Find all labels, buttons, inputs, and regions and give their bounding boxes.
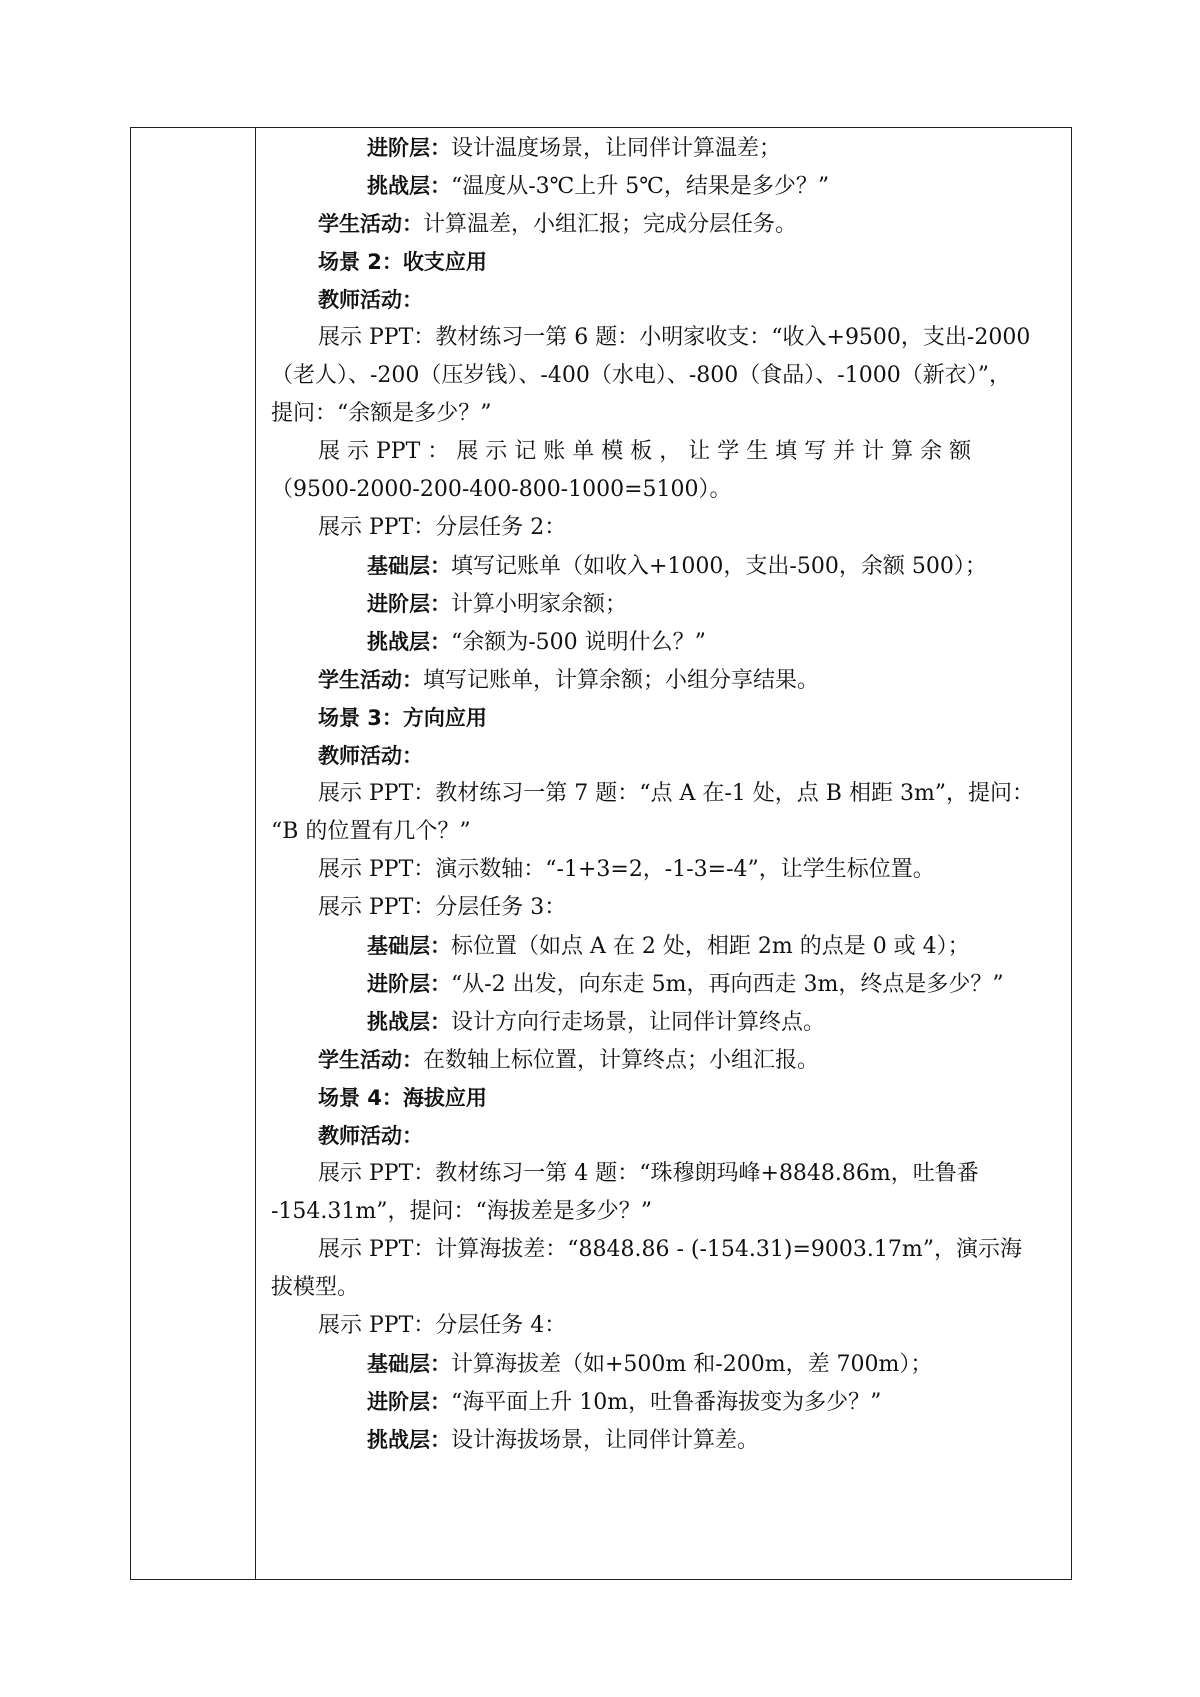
scene-title: 场景 3：方向应用	[318, 706, 487, 730]
teacher-activity-label: 教师活动：	[318, 288, 423, 312]
level-label: 挑战层：	[367, 630, 451, 654]
basic-level-line	[367, 552, 987, 581]
paragraph-line: 展示 PPT：分层任务 3：	[318, 895, 567, 920]
level-text: 填写记账单（如收入+1000，支出-500，余额 500）；	[451, 554, 987, 579]
basic-level-line	[367, 932, 970, 961]
level-label: 基础层：	[367, 554, 451, 578]
level-text: “温度从-3℃上升 5℃，结果是多少？”	[451, 174, 830, 199]
advanced-level-line	[367, 134, 781, 163]
level-text: 标位置（如点 A 在 2 处，相距 2m 的点是 0 或 4）；	[451, 934, 970, 959]
level-label: 进阶层：	[367, 136, 451, 160]
column-divider	[255, 128, 256, 1579]
level-label: 进阶层：	[367, 592, 451, 616]
student-activity-line	[318, 666, 819, 695]
level-label: 挑战层：	[367, 1428, 451, 1452]
activity-text: 在数轴上标位置，计算终点；小组汇报。	[423, 1048, 820, 1073]
teacher-activity-heading	[318, 1122, 423, 1151]
teacher-activity-label: 教师活动：	[318, 744, 423, 768]
scene-heading	[318, 1084, 487, 1113]
advanced-level-line	[367, 590, 627, 619]
paragraph-line: 展示 PPT：分层任务 4：	[318, 1313, 567, 1338]
level-text: “海平面上升 10m，吐鲁番海拔变为多少？”	[451, 1390, 882, 1415]
teacher-activity-heading	[318, 742, 423, 771]
activity-label: 学生活动：	[318, 668, 423, 692]
advanced-level-line	[367, 1388, 881, 1417]
level-text: 设计海拔场景，让同伴计算差。	[451, 1428, 760, 1453]
challenge-level-line	[367, 628, 706, 657]
paragraph-line: （老人）、-200（压岁钱）、-400（水电）、-800（食品）、-1000（新衣）”，	[271, 363, 1011, 388]
activity-label: 学生活动：	[318, 1048, 423, 1072]
paragraph-line: 展示 PPT：演示数轴：“-1+3=2，-1-3=-4”，让学生标位置。	[318, 857, 935, 882]
paragraph-line: 展示 PPT：教材练习一第 7 题：“点 A 在-1 处，点 B 相距 3m”，提问：	[318, 781, 1035, 806]
level-text: 计算小明家余额；	[451, 592, 628, 617]
teacher-activity-heading	[318, 286, 423, 315]
challenge-level-line	[367, 172, 829, 201]
paragraph-line: 展示 PPT：教材练习一第 6 题：小明家收支：“收入+9500，支出-2000	[318, 325, 1031, 350]
paragraph-line: -154.31m”，提问：“海拔差是多少？”	[271, 1199, 653, 1224]
level-label: 基础层：	[367, 934, 451, 958]
level-text: “余额为-500 说明什么？”	[451, 630, 706, 655]
scene-title: 场景 4：海拔应用	[318, 1086, 487, 1110]
paragraph-line: 展 示 PPT ： 展 示 记 账 单 模 板 ， 让 学 生 填 写 并 计 算 余 额	[318, 439, 972, 464]
lesson-plan-table	[130, 127, 1072, 1580]
paragraph-line: 展示 PPT：计算海拔差：“8848.86 - (-154.31)=9003.17m”，演示海	[318, 1237, 1023, 1262]
activity-label: 学生活动：	[318, 212, 423, 236]
student-activity-line	[318, 210, 797, 239]
level-text: “从-2 出发，向东走 5m，再向西走 3m，终点是多少？”	[451, 972, 1004, 997]
paragraph-line: “B 的位置有几个？”	[271, 819, 471, 844]
activity-text: 填写记账单，计算余额；小组分享结果。	[423, 668, 820, 693]
scene-heading	[318, 248, 487, 277]
paragraph-line: 提问：“余额是多少？”	[271, 401, 492, 426]
basic-level-line	[367, 1350, 932, 1379]
challenge-level-line	[367, 1426, 759, 1455]
paragraph-line: 拔模型。	[271, 1275, 360, 1300]
teacher-activity-label: 教师活动：	[318, 1124, 423, 1148]
level-label: 挑战层：	[367, 1010, 451, 1034]
level-text: 计算海拔差（如+500m 和-200m，差 700m）；	[451, 1352, 933, 1377]
level-label: 基础层：	[367, 1352, 451, 1376]
scene-heading	[318, 704, 487, 733]
level-label: 挑战层：	[367, 174, 451, 198]
level-text: 设计温度场景，让同伴计算温差；	[451, 136, 782, 161]
activity-text: 计算温差，小组汇报；完成分层任务。	[423, 212, 798, 237]
student-activity-line	[318, 1046, 819, 1075]
level-label: 进阶层：	[367, 972, 451, 996]
paragraph-line: （9500-2000-200-400-800-1000=5100）。	[271, 477, 732, 502]
advanced-level-line	[367, 970, 1004, 999]
paragraph-line: 展示 PPT：教材练习一第 4 题：“珠穆朗玛峰+8848.86m，吐鲁番	[318, 1161, 979, 1186]
level-text: 设计方向行走场景，让同伴计算终点。	[451, 1010, 826, 1035]
scene-title: 场景 2：收支应用	[318, 250, 487, 274]
paragraph-line: 展示 PPT：分层任务 2：	[318, 515, 567, 540]
challenge-level-line	[367, 1008, 825, 1037]
level-label: 进阶层：	[367, 1390, 451, 1414]
